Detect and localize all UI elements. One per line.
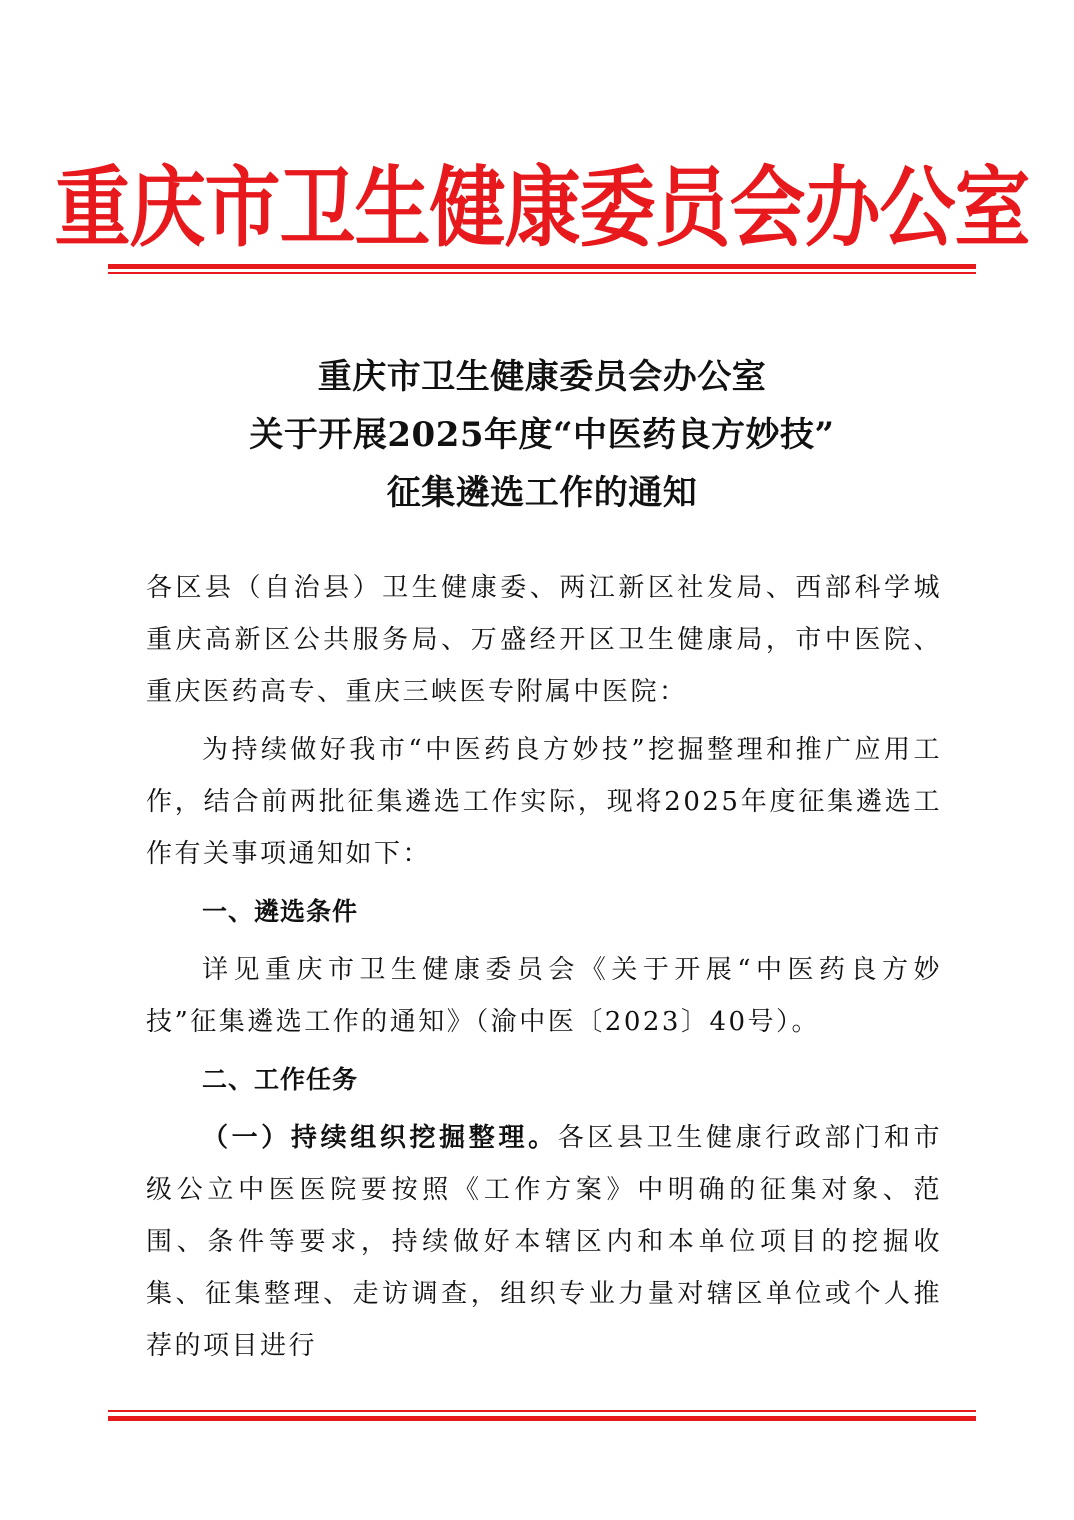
recipients-paragraph: 各区县（自治县）卫生健康委、两江新区社发局、西部科学城重庆高新区公共服务局、万盛经开区卫生健康局，市中医院、重庆医药高专、重庆三峡医专附属中医院： xyxy=(146,573,942,707)
masthead-rule-thin xyxy=(108,272,976,274)
section-2-paragraph xyxy=(146,1112,942,1372)
title-line: 关于开展2025年度“中医药良方妙技” xyxy=(249,415,835,455)
item-text: 各区县卫生健康行政部门和市级公立中医医院要按照《工作方案》中明确的征集对象、范围、条件等要求，持续做好本辖区内和本单位项目的挖掘收集、征集整理、走访调查，组织专业力量对辖区单位或个人推荐的项目进行 xyxy=(146,1123,942,1361)
section-heading-2: 二、工作任务 xyxy=(202,1065,359,1094)
section-heading-1: 一、遴选条件 xyxy=(202,897,359,926)
document-body xyxy=(146,562,942,1378)
footer-rule-thin xyxy=(108,1410,976,1412)
section-1-paragraph: 详见重庆市卫生健康委员会《关于开展“中医药良方妙技”征集遴选工作的通知》（渝中医〔2023〕40号）。 xyxy=(146,955,942,1037)
masthead xyxy=(54,140,1030,260)
masthead-title: 重庆市卫生健康委员会办公室 xyxy=(54,155,1030,259)
footer-rule-thick xyxy=(108,1416,976,1421)
masthead-rule-thick xyxy=(108,264,976,269)
item-label: （一）持续组织挖掘整理。 xyxy=(202,1123,558,1153)
title-line: 征集遴选工作的通知 xyxy=(386,473,698,513)
title-line: 重庆市卫生健康委员会办公室 xyxy=(317,357,767,397)
document-title xyxy=(108,348,976,522)
intro-paragraph: 为持续做好我市“中医药良方妙技”挖掘整理和推广应用工作，结合前两批征集遴选工作实际，现将2025年度征集遴选工作有关事项通知如下： xyxy=(146,735,942,869)
